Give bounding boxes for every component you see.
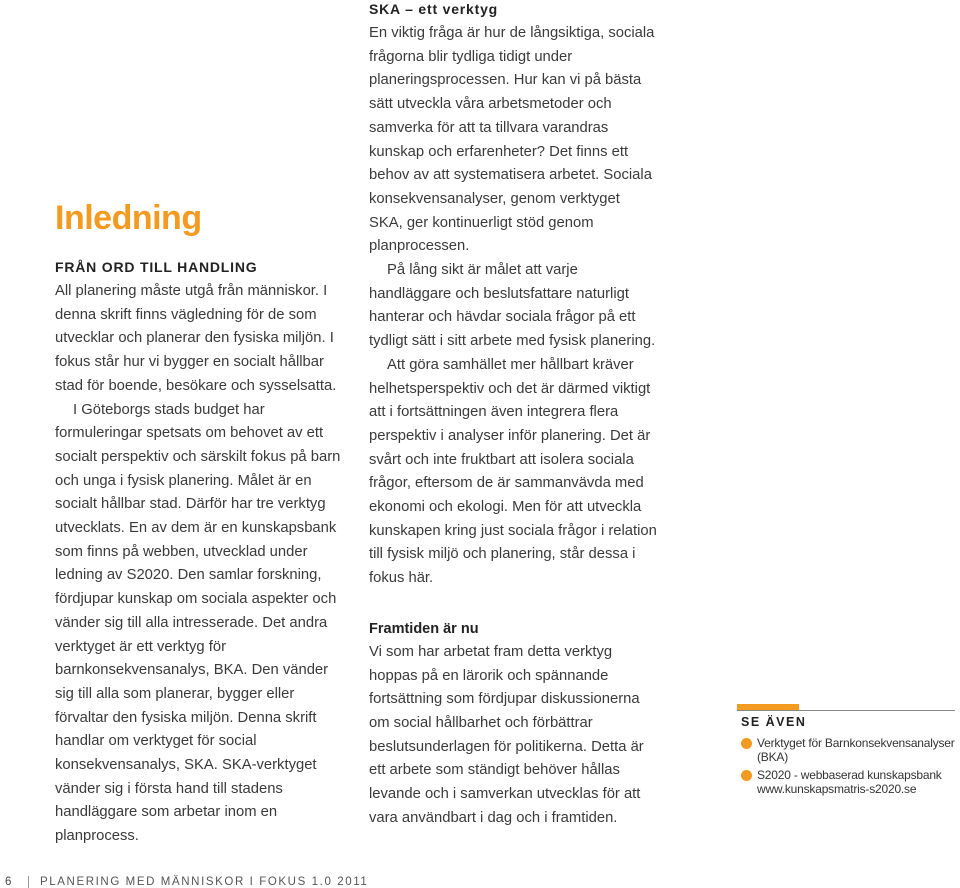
list-item [737, 736, 957, 764]
footer-divider [28, 876, 29, 888]
ska-paragraph-1: En viktig fråga är hur de långsiktiga, sociala frågorna blir tydliga tidigt under planeringsprocessen. Hur kan vi på bästa sätt utveckla våra arbetsmetoder och samverka för att ta tillvara varandras kunskap och erfarenheter? Det finns ett behov av att systematisera arbetet. Sociala konsekvensanalyser, genom verktyget SKA, ger kontinuerligt stöd genom planprocessen. [369, 25, 655, 255]
see-also-heading: SE ÄVEN [741, 715, 807, 729]
future-paragraph: Vi som har arbetat fram detta verktyg hoppas på en lärorik och spännande fortsättning som fördjupar diskussionerna om social hållbarhet och förbättrar beslutsunderlagen för politikerna. Detta är ett arbete som ständigt behöver hållas levande och i samverkan utvecklas för att vara användbart i dag och i framtiden. [369, 643, 644, 826]
sidebar-divider [737, 710, 955, 711]
page-number: 6 [5, 876, 12, 888]
ska-paragraph-3: Att göra samhället mer hållbart kräver helhetsperspektiv och det är därmed viktigt att i fortsättningen även integrera flera perspektiv i analyser inför planering. Det är svårt och inte fruktbart att isolera sociala frågor, eftersom de är sammanvävda med ekonomi och ekologi. Men för att utveckla kunskapen kring just sociala frågor i relation till fysisk miljö och planering, står dessa i fokus här. [369, 356, 657, 587]
intro-paragraph: All planering måste utgå från människor. I denna skrift finns vägledning för de som utvecklar och planerar den fysiska miljön. I fokus står hur vi bygger en socialt hållbar stad för boende, besökare och sysselsatta. [55, 283, 337, 394]
bullet-icon [741, 770, 752, 781]
ska-paragraph-2: På lång sikt är målet att varje handläggare och beslutsfattare naturligt hanterar och hävdar sociala frågor på ett tydligt sätt i sitt arbete med fysisk planering. [369, 262, 656, 350]
page-footer [0, 876, 960, 887]
budget-paragraph: I Göteborgs stads budget har formuleringar spetsats om behovet av ett socialt perspektiv och särskilt fokus på barn och unga i fysisk planering. Målet är en socialt hållbar stad. Därför har tre verktyg utvecklats. En av dem är en kunskapsbank som finns på webben, utvecklad under ledning av S2020. Den samlar forskning, fördjupar kunskap om sociala aspekter och vänder sig till alla intresserade. Det andra verktyget är ett verktyg för barnkonsekvensanalys, BKA. Den vänder sig till alla som planerar, bygger eller förvaltar den fysiska miljön. Denna skrift handlar om verktyget för social konsekvensanalys, SKA. SKA-verktyget vänder sig i första hand till stadens handläggare som arbetar inom en planprocess. [55, 401, 341, 845]
list-item [737, 768, 957, 796]
ska-column [369, 0, 657, 831]
see-also-list [737, 736, 957, 796]
intro-column [55, 196, 345, 849]
subheading-future: Framtiden är nu [369, 620, 479, 637]
bullet-icon [741, 738, 752, 749]
page-title: Inledning [55, 199, 202, 237]
section-heading-ska: SKA – ett verktyg [369, 1, 499, 17]
see-also-item-bka: Verktyget för Barnkonsekvensanalyser (BKA) [757, 736, 955, 764]
see-also-box [737, 714, 957, 800]
publication-title: PLANERING MED MÄNNISKOR I FOKUS 1.0 2011 [40, 876, 369, 888]
see-also-item-s2020[interactable]: S2020 - webbaserad kunskapsbank www.kunskapsmatris-s2020.se [757, 768, 942, 796]
section-heading-from-words: FRÅN ORD TILL HANDLING [55, 259, 258, 275]
